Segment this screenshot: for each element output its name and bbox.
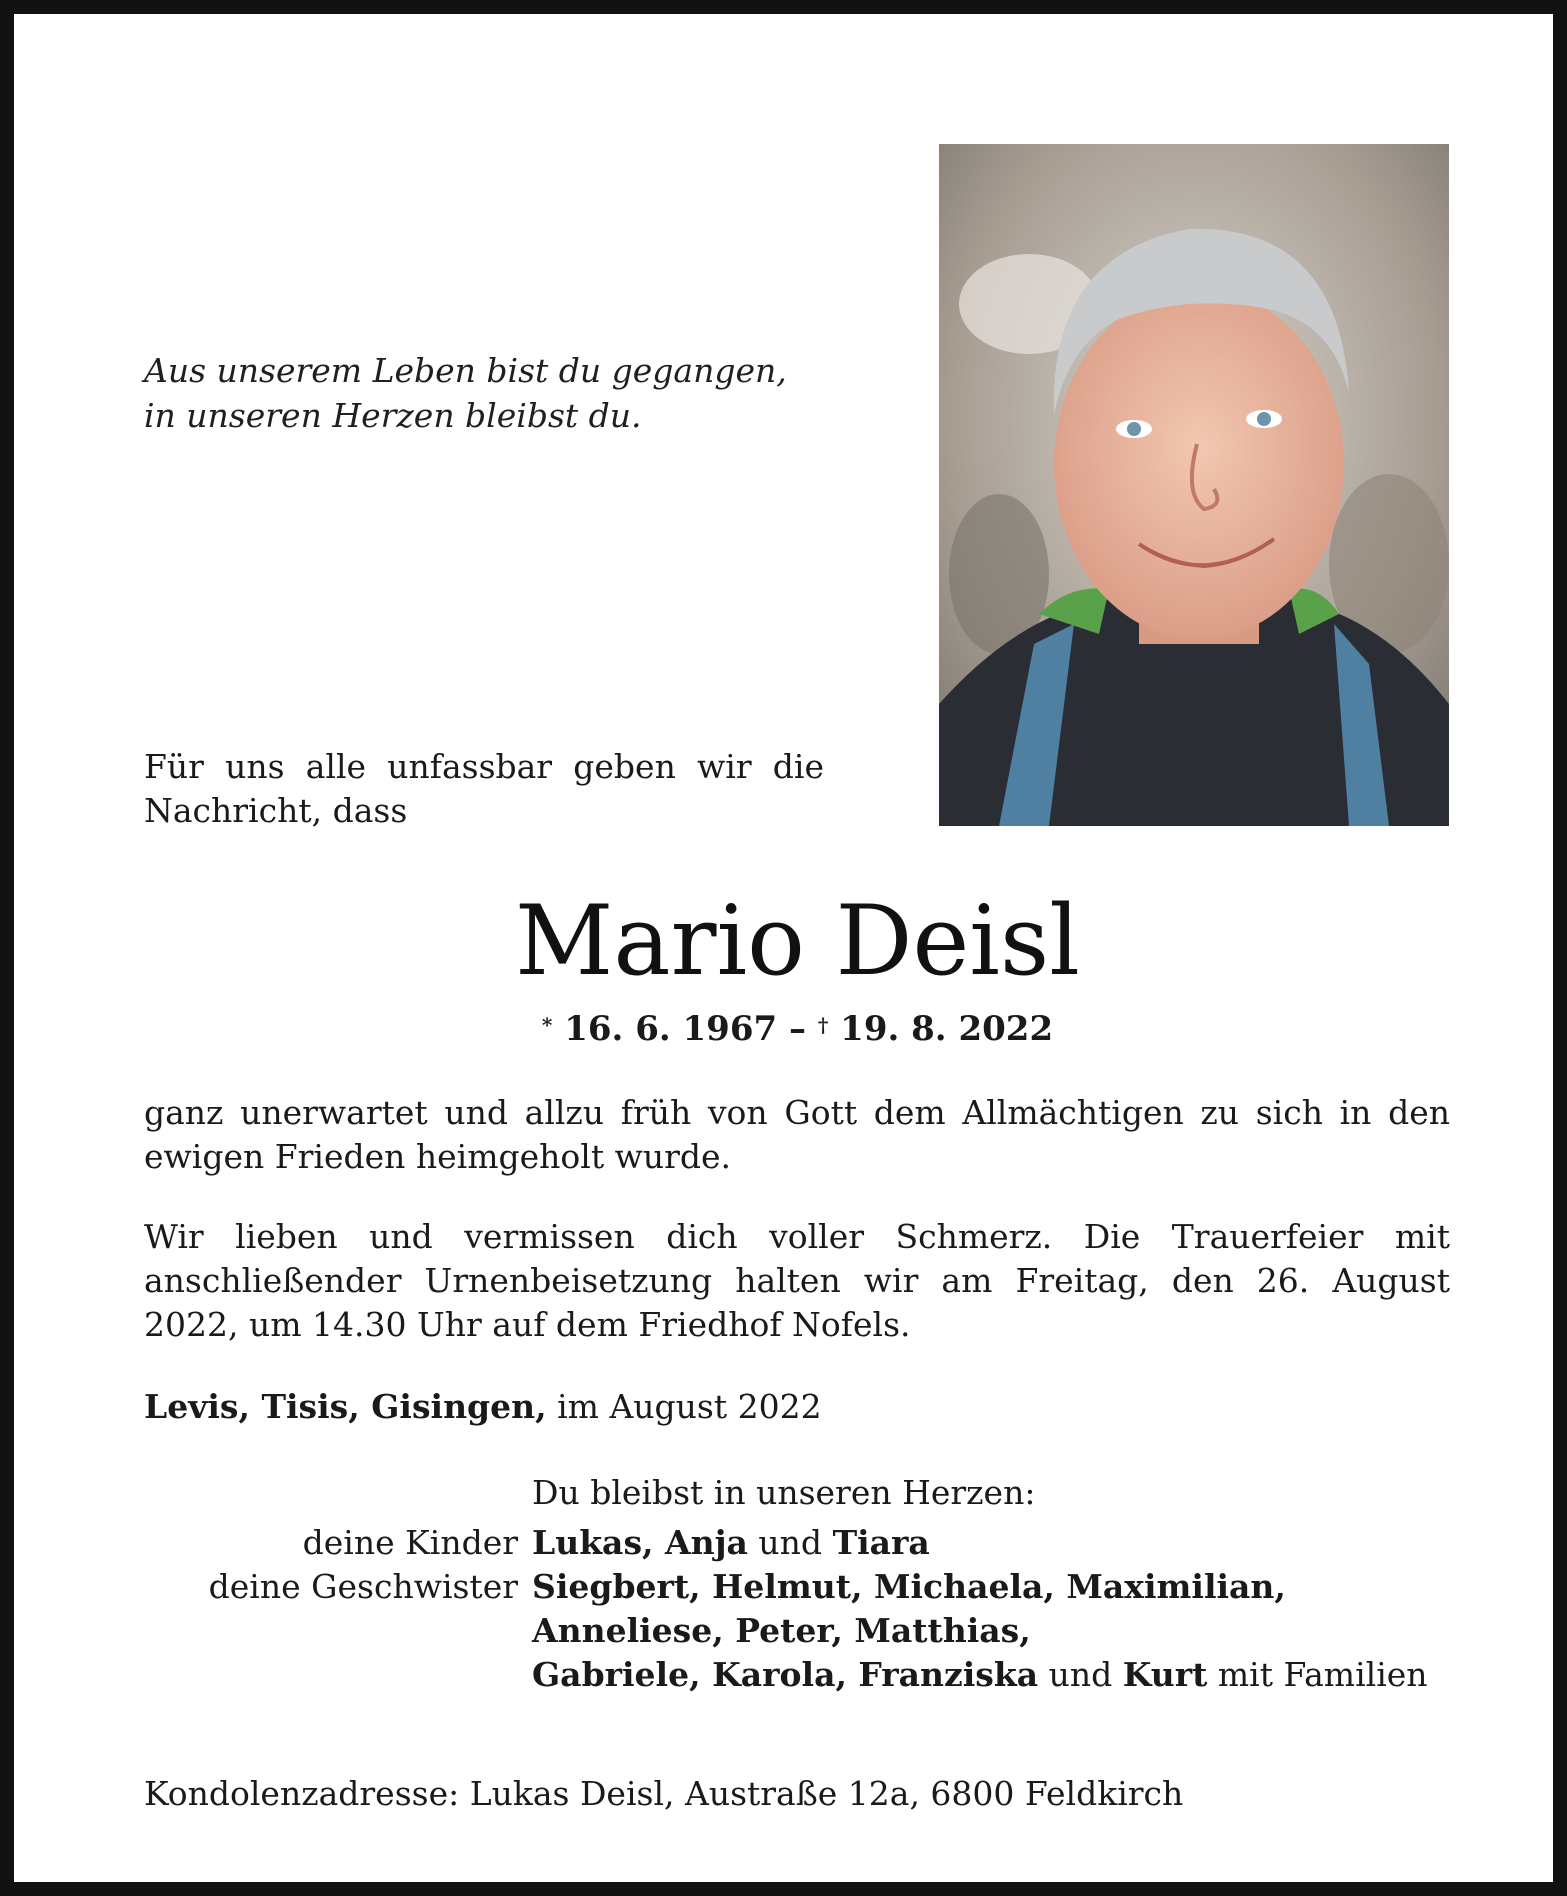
death-symbol: † — [817, 1013, 829, 1037]
deceased-name: Mario Deisl — [515, 885, 1080, 997]
portrait-photo — [939, 144, 1449, 826]
birth-symbol: * — [541, 1013, 553, 1037]
children-names-b: Tiara — [832, 1523, 930, 1562]
siblings-names — [532, 1565, 1452, 1697]
memorial-quote — [144, 348, 824, 438]
siblings-line-3b: und — [1048, 1655, 1113, 1694]
siblings-line-3d: mit Familien — [1217, 1655, 1428, 1694]
children-label: deine Kinder — [302, 1523, 518, 1562]
siblings-label: deine Geschwister — [208, 1567, 518, 1606]
intro-text: Für uns alle unfassbar geben wir die Nachricht, dass — [144, 747, 824, 830]
children-names — [532, 1521, 1452, 1565]
siblings-line-1: Siegbert, Helmut, Michaela, Maximilian, — [532, 1567, 1286, 1606]
date-separator: – — [789, 1009, 806, 1049]
place-date-line — [144, 1385, 822, 1429]
children-names-a: Lukas, Anja — [532, 1523, 748, 1562]
children-and: und — [758, 1523, 823, 1562]
place-date: im August 2022 — [557, 1387, 822, 1426]
quote-line-2: in unseren Herzen bleibst du. — [144, 396, 642, 435]
portrait-illustration — [939, 144, 1449, 826]
birth-date: 16. 6. 1967 — [564, 1009, 778, 1049]
place-towns: Levis, Tisis, Gisingen, — [144, 1387, 547, 1426]
quote-line-1: Aus unserem Leben bist du gegangen, — [144, 351, 787, 390]
death-date: 19. 8. 2022 — [840, 1009, 1054, 1049]
signoff-line: Du bleibst in unseren Herzen: — [532, 1473, 1036, 1512]
condolence-address: Kondolenzadresse: Lukas Deisl, Austraße 12a, 6800 Feldkirch — [144, 1774, 1184, 1813]
paragraph-funeral: Wir lieben und vermissen dich voller Schmerz. Die Trauerfeier mit anschließender Urnenbeisetzung halten wir am Freitag, den 26. August 2022, um 14.30 Uhr auf dem Friedhof Nofels. — [144, 1217, 1450, 1344]
paragraph-passing: ganz unerwartet und allzu früh von Gott dem Allmächtigen zu sich in den ewigen Frieden heimgeholt wurde. — [144, 1093, 1450, 1176]
siblings-line-3c: Kurt — [1122, 1655, 1208, 1694]
siblings-line-2: Anneliese, Peter, Matthias, — [532, 1611, 1031, 1650]
life-dates — [14, 1009, 1567, 1049]
siblings-line-3a: Gabriele, Karola, Franziska — [532, 1655, 1039, 1694]
